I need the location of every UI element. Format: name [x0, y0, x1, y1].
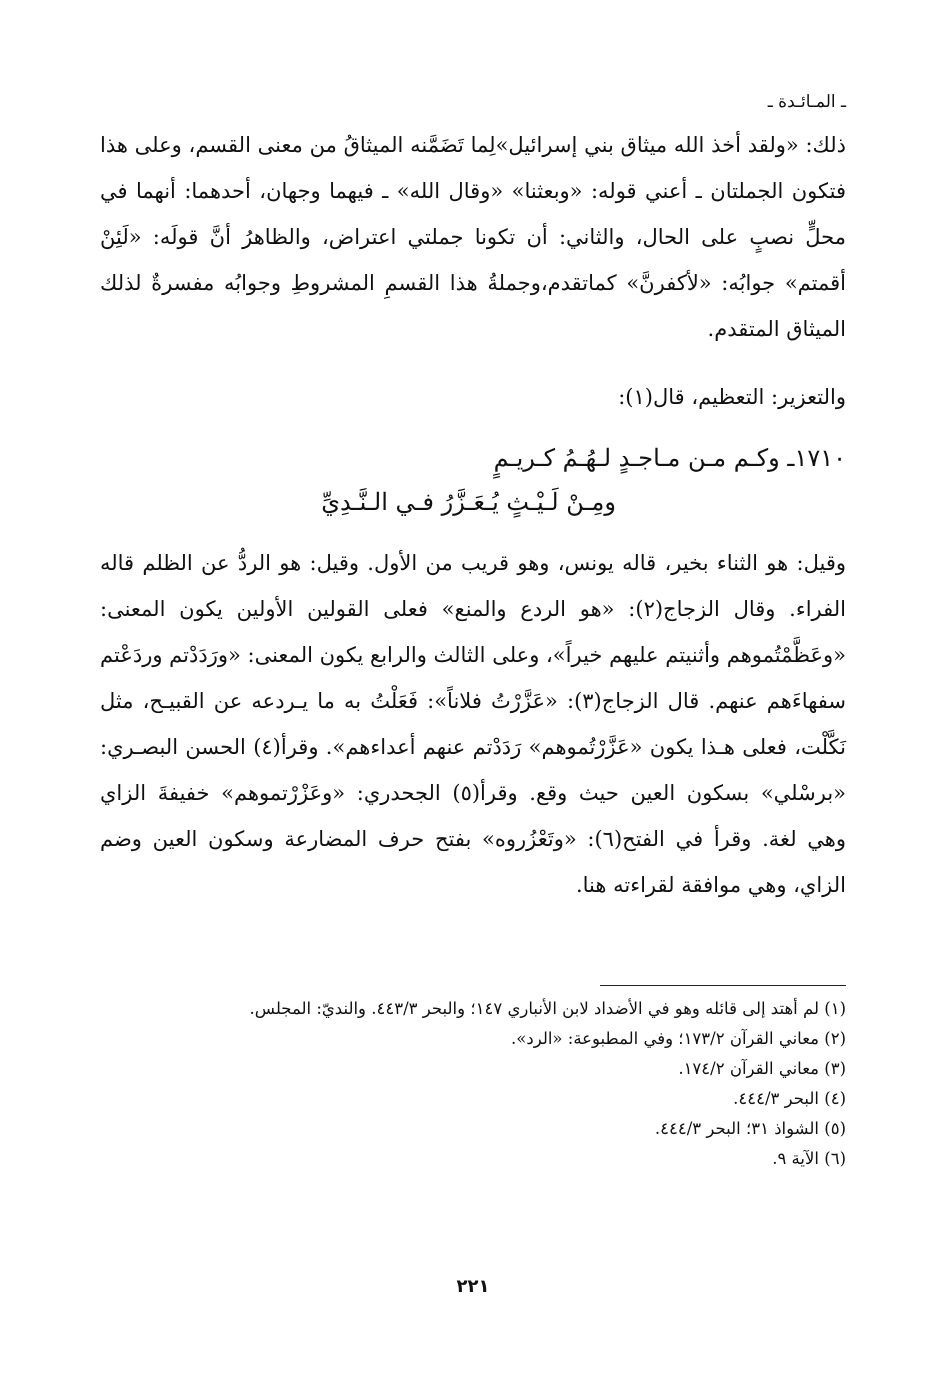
footnote-3: (٣) معاني القرآن ١٧٤/٢. [678, 1059, 846, 1078]
footnote-4: (٤) البحر ٤٤٤/٣. [733, 1089, 846, 1108]
running-head: ـ المـائـدة ـ [767, 92, 846, 112]
footnote-5: (٥) الشواذ ٣١؛ البحر ٤٤٤/٣. [654, 1119, 846, 1138]
paragraph-main-2: وقيل: هو الثناء بخير، قاله يونس، وهو قريب من الأول. وقيل: هو الردُّ عن الظلم قاله الفراء. وقال الزجاج(٢): «هو الردع والمنع» فعلى القولين الأولين يكون المعنى: «وعَظَّمْتُموهم وأثنيتم عليهم خيراً»، وعلى الثالث والرابع يكون المعنى: «ورَدَدْتم وردَعْتم سفهاءَهم عنهم. قال الزجاج(٣): «عَزَّرْتُ فلاناً»: فَعَلْتُ به ما يـردعه عن القبيـح، مثل نَكَّلْت، فعلى هـذا يكون «عَزَّرْتُموهم» رَدَدْتم عنهم أعداءهم». وقرأ(٤) الحسن البصـري: «برسْلي» بسكون العين حيث وقع. وقرأ(٥) الجحدري: «وعَزْرْتموهم» خفيفةَ الزاي وهي لغة. وقرأ في الفتح(٦): «وتَعْزُروه» بفتح حرف المضارعة وسكون العين وضم الزاي، وهي موافقة لقراءته هنا. [100, 551, 847, 897]
paragraph-ta-zir-intro: والتعزير: التعظيم، قال(١): [618, 385, 846, 409]
verse-line-1: ١٧١٠ـ وكـم مـن مـاجـدٍ لـهُـمُ كـريـمٍ [493, 444, 846, 472]
footnote-divider [600, 985, 846, 986]
footnote-2: (٢) معاني القرآن ١٧٣/٢؛ وفي المطبوعة: «الرد». [511, 1029, 846, 1048]
paragraph-main-1: ذلك: «ولقد أخذ الله ميثاق بني إسرائيل»لِما تَضَمَّنه الميثاقُ من معنى القسم، وعلى هذا فتكون الجملتان ـ أعني قوله: «وبعثنا» «وقال الله» ـ فيهما وجهان، أحدهما: أنهما في محلٍّ نصبٍ على الحال، والثاني: أن تكونا جملتي اعتراض، والظاهرُ أنَّ قولَه: «لَئِنْ أقمتم» جوابُه: «لأكفرنَّ» كماتقدم،وجملةُ هذا القسمِ المشروطِ وجوابُه مفسرةٌ لذلك الميثاق المتقدم. [100, 133, 846, 341]
verse-line-2: ومِـنْ لَـيْـثٍ يُـعَـزَّرُ فـي الـنَّـدِيِّ [321, 488, 616, 516]
footnote-6: (٦) الآية ٩. [772, 1149, 846, 1168]
page-number: ٢٢١ [456, 1276, 490, 1297]
footnote-1: (١) لم أهتد إلى قائله وهو في الأضداد لابن الأنباري ١٤٧؛ والبحر ٤٤٣/٣. والنديّ: المجلس. [249, 999, 846, 1018]
footnotes-section [100, 994, 846, 1174]
